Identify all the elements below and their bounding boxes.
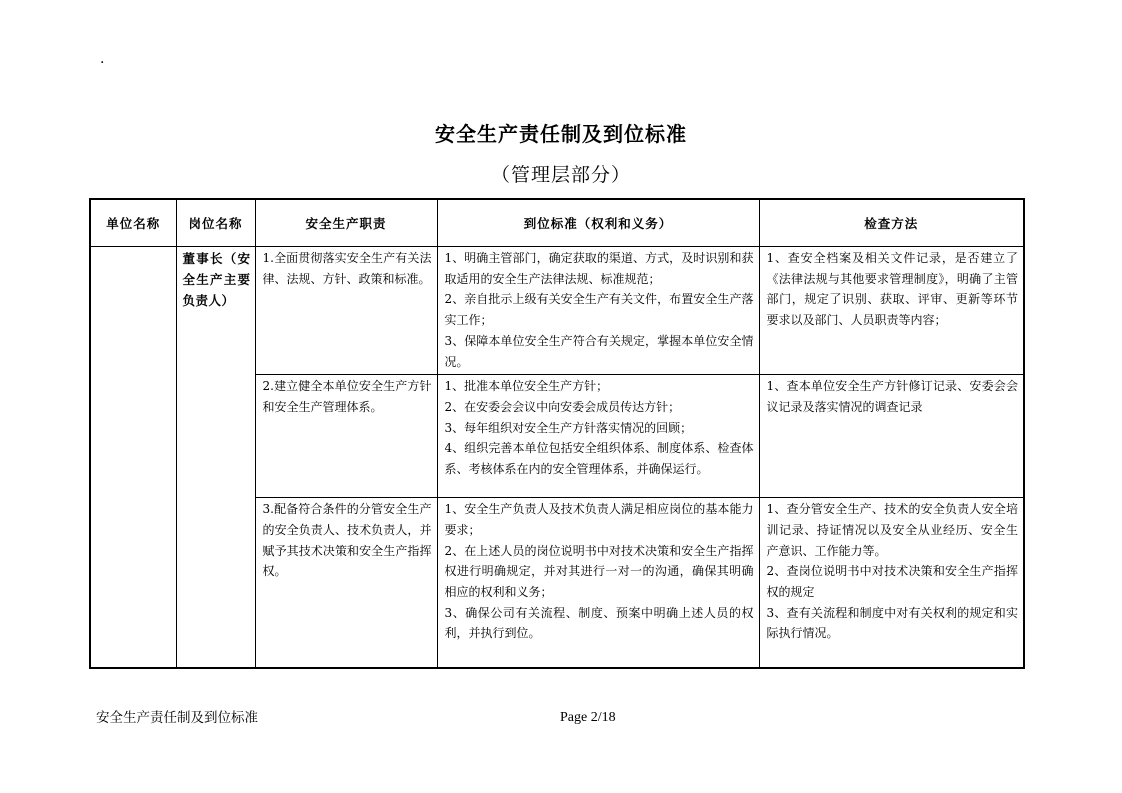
standard-cell: [437, 247, 759, 375]
standard-cell: [437, 498, 759, 668]
standard-item: 1、明确主管部门，确定获取的渠道、方式，及时识别和获取适用的安全生产法律法规、标准规范；: [444, 251, 754, 286]
check-item: 3、查有关流程和制度中对有关权利的规定和实际执行情况。: [766, 605, 1018, 641]
standard-item: 3、保障本单位安全生产符合有关规定，掌握本单位安全情况。: [444, 333, 754, 369]
duty-cell: 3.配备符合条件的分管安全生产的安全负责人、技术负责人，并赋予其技术决策和安全生产指挥权。: [255, 498, 437, 668]
standard-item: 1、批准本单位安全生产方针；: [444, 379, 609, 394]
standard-item: 2、在上述人员的岗位说明书中对技术决策和安全生产指挥权进行明确规定，并对其进行一对一的沟通，确保其明确相应的权利和义务；: [444, 543, 754, 600]
standard-item: 4、组织完善本单位包括安全组织体系、制度体系、检查体系、考核体系在内的安全管理体系，并确保运行。: [444, 441, 754, 477]
page-title: 安全生产责任制及到位标准: [435, 122, 687, 146]
page-number: Page 2/18: [560, 710, 616, 725]
check-item: 2、查岗位说明书中对技术决策和安全生产指挥权的规定: [766, 564, 1018, 600]
standard-item: 1、安全生产负责人及技术负责人满足相应岗位的基本能力要求；: [444, 502, 754, 537]
page-marker: .: [100, 51, 105, 67]
standard-cell: [437, 375, 759, 498]
responsibility-table: [89, 198, 1025, 669]
check-method-cell: [759, 247, 1024, 375]
check-method-cell: [759, 498, 1024, 668]
unit-name-cell: [90, 247, 176, 668]
duty-cell: 2.建立健全本单位安全生产方针和安全生产管理体系。: [255, 375, 437, 498]
table-row: [90, 247, 1024, 375]
table-header-row: [90, 199, 1024, 247]
check-method-cell: [759, 375, 1024, 498]
duty-cell: 1.全面贯彻落实安全生产有关法律、法规、方针、政策和标准。: [255, 247, 437, 375]
standard-item: 2、在安委会会议中向安委会成员传达方针；: [444, 399, 681, 414]
position-cell: 董事长（安全生产主要负责人）: [176, 247, 255, 668]
check-item: 1、查本单位安全生产方针修订记录、安委会会议记录及落实情况的调查记录: [766, 379, 1018, 414]
standard-item: 3、确保公司有关流程、制度、预案中明确上述人员的权利，并执行到位。: [444, 605, 754, 641]
standard-item: 2、亲自批示上级有关安全生产有关文件，布置安全生产落实工作；: [444, 292, 754, 328]
header-standard: 到位标准（权利和义务）: [437, 199, 759, 247]
header-unit-name: 单位名称: [90, 199, 176, 247]
standard-item: 3、每年组织对安全生产方针落实情况的回顾；: [444, 420, 693, 435]
header-safety-duty: 安全生产职责: [255, 199, 437, 247]
footer-document-title: 安全生产责任制及到位标准: [96, 710, 258, 726]
check-item: 1、查安全档案及相关文件记录，是否建立了《法律法规与其他要求管理制度》，明确了主管部门，规定了识别、获取、评审、更新等环节要求以及部门、人员职责等内容；: [766, 251, 1018, 328]
page-subtitle: （管理层部分）: [490, 164, 631, 186]
header-check-method: 检查方法: [759, 199, 1024, 247]
header-position-name: 岗位名称: [176, 199, 255, 247]
check-item: 1、查分管安全生产、技术的安全负责人安全培训记录、持证情况以及安全从业经历、安全生产意识、工作能力等。: [766, 502, 1018, 558]
